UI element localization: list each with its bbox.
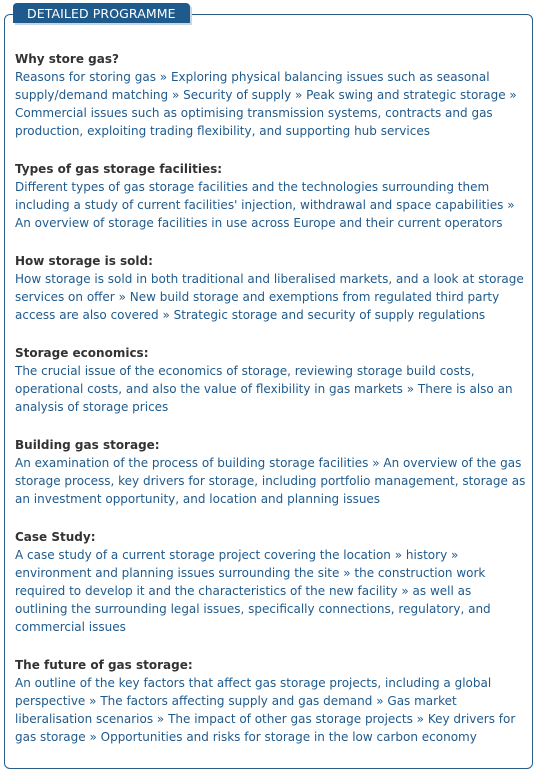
section-item: Key drivers for gas storage (15, 712, 516, 744)
section-title: Building gas storage: (15, 438, 160, 452)
section-body (15, 454, 527, 508)
separator-glyph: » (401, 584, 409, 598)
section-item: Exploring physical balancing issues such as seasonal supply/demand matching (15, 70, 490, 102)
section-item: Opportunities and risks for storage in the low carbon economy (100, 730, 477, 744)
section-item: The factors affecting supply and gas demand (100, 694, 373, 708)
separator-glyph: » (89, 730, 97, 744)
section-body (15, 178, 527, 232)
section-body (15, 68, 527, 140)
separator-glyph: » (372, 456, 380, 470)
section-title: Storage economics: (15, 346, 149, 360)
separator-glyph: » (451, 548, 459, 562)
separator-glyph: » (172, 88, 180, 102)
section-item: the construction work required to develop it and the characteristics of the new facility (15, 566, 486, 598)
section-item: Strategic storage and security of supply regulations (173, 308, 486, 322)
section-item: history (405, 548, 448, 562)
section-title: Case Study: (15, 530, 96, 544)
section-body (15, 362, 527, 416)
section-item: Reasons for storing gas (15, 70, 156, 84)
separator-glyph: » (159, 70, 168, 84)
section-item: There is also an analysis of storage prices (15, 382, 513, 414)
section-item: Peak swing and strategic storage (306, 88, 506, 102)
section-item: Commercial issues such as optimising transmission systems, contracts and gas production, exploiting trading flexibility, and supporting hub services (15, 106, 493, 138)
section-item: An examination of the process of building storage facilities (15, 456, 369, 470)
panel-tab-label: DETAILED PROGRAMME (13, 3, 190, 23)
programme-section (15, 50, 527, 140)
section-title: The future of gas storage: (15, 658, 193, 672)
section-title: Why store gas? (15, 52, 119, 66)
section-item: An outline of the key factors that affect gas storage projects, including a global perspective (15, 676, 492, 708)
section-title: Types of gas storage facilities: (15, 162, 223, 176)
separator-glyph: » (343, 566, 351, 580)
separator-glyph: » (394, 548, 403, 562)
section-item: Gas market liberalisation scenarios (15, 694, 457, 726)
section-body (15, 674, 527, 746)
programme-section (15, 528, 527, 636)
section-item: The impact of other gas storage projects (168, 712, 413, 726)
separator-glyph: » (162, 308, 170, 322)
section-item: The crucial issue of the economics of storage, reviewing storage build costs, operational costs, and also the value of flexibility in gas markets (15, 364, 475, 396)
programme-section (15, 436, 527, 508)
separator-glyph: » (406, 382, 415, 396)
programme-section (15, 344, 527, 416)
section-item: as well as outlining the surrounding legal issues, specifically connections, regulatory, and commercial issues (15, 584, 491, 634)
programme-section (15, 252, 527, 324)
separator-glyph: » (509, 88, 517, 102)
section-body (15, 270, 527, 324)
separator-glyph: » (118, 290, 126, 304)
section-item: New build storage and exemptions from regulated third party access are also covered (15, 290, 500, 322)
separator-glyph: » (295, 88, 303, 102)
separator-glyph: » (376, 694, 384, 708)
section-item: environment and planning issues surrounding the site (15, 566, 340, 580)
separator-glyph: » (89, 694, 97, 708)
programme-section (15, 160, 527, 232)
section-item: An overview of the gas storage process, key drivers for storage, including portfolio management, storage as an investment opportunity, and location and planning issues (15, 456, 526, 506)
section-item: An overview of storage facilities in use across Europe and their current operators (15, 216, 503, 230)
section-item: How storage is sold in both traditional and liberalised markets, and a look at storage services on offer (15, 272, 524, 304)
separator-glyph: » (416, 712, 425, 726)
section-item: Different types of gas storage facilities and the technologies surrounding them including a study of current facilities' injection, withdrawal and space capabilities (15, 180, 504, 212)
section-body (15, 546, 527, 636)
separator-glyph: » (156, 712, 165, 726)
programme-section (15, 656, 527, 746)
section-title: How storage is sold: (15, 254, 153, 268)
separator-glyph: » (507, 198, 515, 212)
section-item: Security of supply (183, 88, 292, 102)
programme-content (15, 50, 527, 766)
section-item: A case study of a current storage project covering the location (15, 548, 391, 562)
